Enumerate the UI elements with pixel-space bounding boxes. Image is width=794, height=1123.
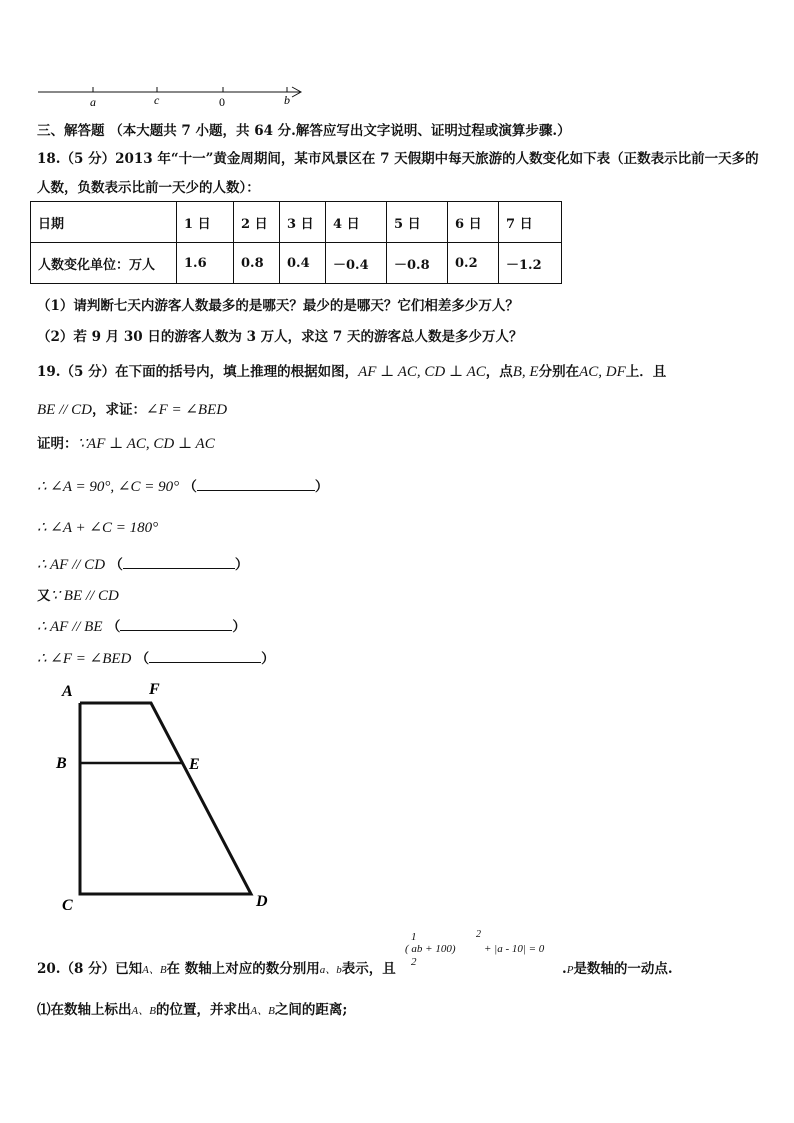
q20-line-end: .P是数轴的一动点. [562,961,673,977]
figure-label-e: E [189,756,200,773]
q19-step2-math: ∴ ∠A + ∠C = 180° [37,520,159,536]
q19-step4-math: ∵ BE // CD [50,588,119,604]
q19-step5-math: ∴ AF // BE [37,619,103,635]
figure-label-c: C [62,897,73,914]
number-line-label-a: a [90,95,96,109]
q20-mid2: 表示，且 [341,961,396,977]
q19-intro-math3: AC, DF [579,364,626,380]
trapezoid-figure [52,676,282,916]
q20-sub1-a: ⑴在数轴上标出 [37,1002,132,1018]
table-value-3: 0.4 [280,243,326,284]
q20-frac-den: 2 [411,956,417,968]
figure-outline [80,703,251,894]
table-row-label: 人数变化单位：万人 [31,243,177,284]
table-day-5: 5 日 [387,202,448,243]
q19-line2-text: ，求证： [92,402,146,418]
q19-step3-blank[interactable] [123,554,235,569]
q20-eq-power: 2 [476,929,481,940]
table-header-label: 日期 [31,202,177,243]
q20-mid1: 在 数轴上对应的数分别用 [166,961,320,977]
q19-step6-blank[interactable] [149,648,261,663]
q18-sub2: （2）若 9 月 30 日的游客人数为 3 万人，求这 7 天的游客总人数是多少万人？ [37,329,523,345]
q19-intro-math1: AF ⊥ AC, CD ⊥ AC [358,364,486,380]
q20-sub1-math1: A、B [131,1005,156,1017]
q20-prefix: 20.（8 分）已知 [37,961,143,977]
q20-line [37,957,396,977]
table-value-4: －0.4 [326,243,387,284]
q19-intro [37,360,666,381]
q19-intro-b: ，点 [485,364,513,380]
q19-step5-blank[interactable] [120,616,232,631]
q20-suffix: 是数轴的一动点. [573,961,673,977]
q19-intro-d: 上．且 [625,364,667,380]
q19-step6-math: ∴ ∠F = ∠BED [37,651,132,667]
q19-intro-math2: B, E [512,364,539,380]
figure-label-f: F [149,681,160,698]
q19-step4-prefix: 又 [37,588,51,604]
number-line [34,80,314,112]
number-line-label-zero: 0 [219,95,225,109]
q19-step3-paren-close: ） [234,557,249,573]
table-value-6: 0.2 [448,243,499,284]
q18-line2: 人数，负数表示比前一天少的人数）： [37,180,260,196]
q19-step6 [37,647,275,668]
q19-step2 [37,518,158,537]
q20-frac-num: 1 [411,931,417,943]
table-row-values [31,243,562,284]
q19-proof-label: 证明： [37,436,78,452]
figure-label-a: A [62,683,73,700]
table-value-1: 1.6 [177,243,234,284]
q19-step6-paren-close: ） [261,651,275,667]
number-line-label-b: b [284,93,290,107]
q19-step5 [37,615,246,636]
q18-line1: 18.（5 分）2013 年“十一”黄金周期间，某市风景区在 7 天假期中每天旅游的人数变化如下表（正数表示比前一天多的 [37,151,759,167]
q19-step6-paren-open: （ [135,651,150,667]
q20-sub1 [37,998,347,1018]
q19-step4 [37,584,119,605]
q19-proof-given [37,432,215,453]
q19-line2-math: BE // CD [37,402,92,418]
table-value-7: －1.2 [499,243,562,284]
q19-given: AF ⊥ AC, CD ⊥ AC [87,436,215,452]
q20-math3: P [566,964,574,976]
q19-step1 [37,475,328,496]
table-value-2: 0.8 [234,243,280,284]
q19-step1-paren-close: ） [314,479,329,495]
q19-step3-paren-open: （ [109,557,123,573]
q20-eq-body: ( ab + 100) [405,943,456,955]
q19-step1-blank[interactable] [197,476,315,491]
q19-intro-c: 分别在 [538,364,580,380]
q19-step3-math: ∴ AF // CD [37,557,106,573]
table-value-5: －0.8 [387,243,448,284]
section-heading: 三、解答题 （本大题共 7 小题，共 64 分.解答应写出文字说明、证明过程或演算步骤.） [37,123,571,139]
table-day-2: 2 日 [234,202,280,243]
table-day-1: 1 日 [177,202,234,243]
number-line-label-c: c [154,93,160,107]
q19-because: ∵ [77,436,88,452]
visitor-change-table [30,201,562,284]
table-day-7: 7 日 [499,202,562,243]
q20-sub1-c: 之间的距离; [274,1002,348,1018]
q19-intro-a: 19.（5 分）在下面的括号内，填上推理的根据如图， [37,364,359,380]
q19-step5-paren-open: （ [106,619,121,635]
q20-math1: A、B [142,964,167,976]
q20-eq-tail: + |a - 10| = 0 [484,943,545,955]
q19-line2 [37,398,227,419]
table-day-6: 6 日 [448,202,499,243]
q19-step5-paren-close: ） [232,619,246,635]
q19-step1-math: ∴ ∠A = 90°, ∠C = 90° [37,479,180,495]
table-row-dates [31,202,562,243]
figure-label-d: D [256,893,268,910]
figure-label-b: B [56,755,67,772]
q20-sub1-b: 的位置，并求出 [155,1002,251,1018]
table-day-3: 3 日 [280,202,326,243]
q20-math2: a、b [319,964,342,976]
q19-step1-paren-open: （ [183,479,197,495]
q19-line2-goal: ∠F = ∠BED [146,402,228,418]
q20-sub1-math2: A、B [250,1005,275,1017]
q19-step3 [37,553,248,574]
table-day-4: 4 日 [326,202,387,243]
q18-sub1: （1）请判断七天内游客人数最多的是哪天？最少的是哪天？它们相差多少万人？ [37,298,519,314]
